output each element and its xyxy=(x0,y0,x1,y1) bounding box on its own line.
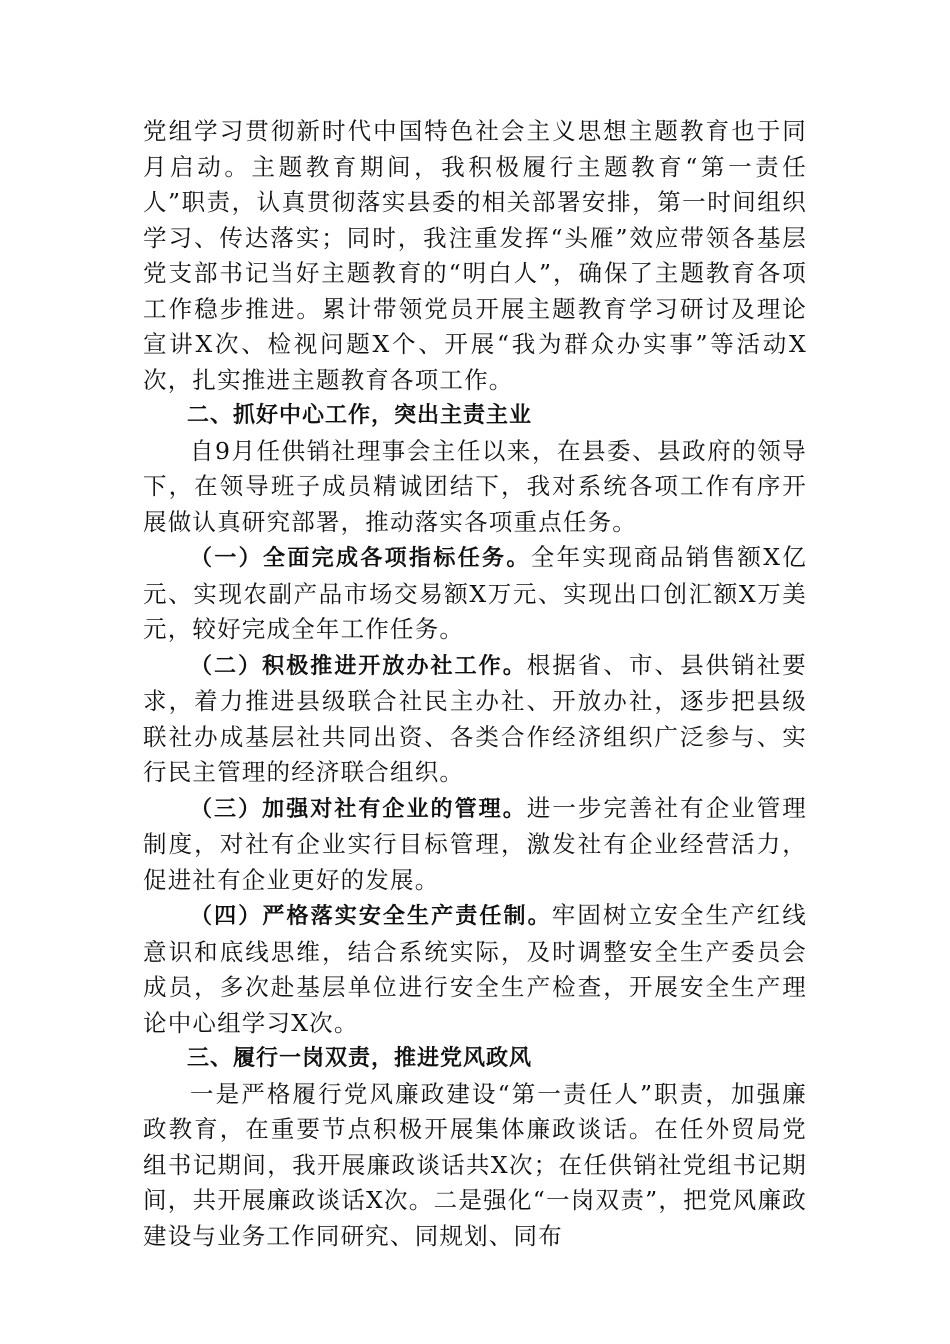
paragraph-section-2-intro: 自9月任供销社理事会主任以来，在县委、县政府的领导下，在领导班子成员精诚团结下，我对系统各项工作有序开展做认真研究部署，推动落实各项重点任务。 xyxy=(143,436,807,536)
subsection-4-title: （四）严格落实安全生产责任制。 xyxy=(190,904,552,929)
section-heading-3: 三、履行一岗双责，推进党风政风 xyxy=(187,1046,533,1071)
paragraph-subsection-1 xyxy=(143,540,807,648)
subsection-1-body: 全年实现商品销售额X亿元、实现农副产品市场交易额X万元、实现出口创汇额X万美元，较好完成全年工作任务。 xyxy=(143,543,807,643)
document-page xyxy=(143,114,807,1254)
subsection-4-body: 牢固树立安全生产红线意识和底线思维，结合系统实际，及时调整安全生产委员会成员，多次赴基层单位进行安全生产检查，开展安全生产理论中心组学习X次。 xyxy=(143,901,807,1037)
paragraph-subsection-4 xyxy=(143,898,807,1041)
subsection-2-body: 根据省、市、县供销社要求，着力推进县级联合社民主办社、开放办社，逐步把县级联社办成基层社共同出资、各类合作经济组织广泛参与、实行民主管理的经济联合组织。 xyxy=(143,650,808,786)
subsection-3-body: 进一步完善社有企业管理制度，对社有企业实行目标管理，激发社有企业经营活力，促进社有企业更好的发展。 xyxy=(143,793,808,894)
paragraph-theme-education: 党组学习贯彻新时代中国特色社会主义思想主题教育也于同月启动。主题教育期间，我积极履行主题教育“第一责任人”职责，认真贯彻落实县委的相关部署安排，第一时间组织学习、传达落实；同时，我注重发挥“头雁”效应带领各基层党支部书记当好主题教育的“明白人”，确保了主题教育各项工作稳步推进。累计带领党员开展主题教育学习研讨及理论宣讲X次、检视问题X个、开展“我为群众办实事”等活动X次，扎实推进主题教育各项工作。 xyxy=(143,117,807,394)
subsection-2-title: （二）积极推进开放办社工作。 xyxy=(190,653,527,679)
paragraph-subsection-3 xyxy=(143,791,807,899)
subsection-3-title: （三）加强对社有企业的管理。 xyxy=(190,796,527,822)
paragraph-subsection-2 xyxy=(143,648,807,791)
subsection-1-title: （一）全面完成各项指标任务。 xyxy=(190,546,531,571)
section-heading-2: 二、抓好中心工作，突出主责主业 xyxy=(187,403,533,428)
paragraph-section-3-body: 一是严格履行党风廉政建设“第一责任人”职责，加强廉政教育，在重要节点积极开展集体廉政谈话。在任外贸局党组书记期间，我开展廉政谈话共X次；在任供销社党组书记期间，共开展廉政谈话X次。二是强化“一岗双责”，把党风廉政建设与业务工作同研究、同规划、同布 xyxy=(143,1079,807,1250)
